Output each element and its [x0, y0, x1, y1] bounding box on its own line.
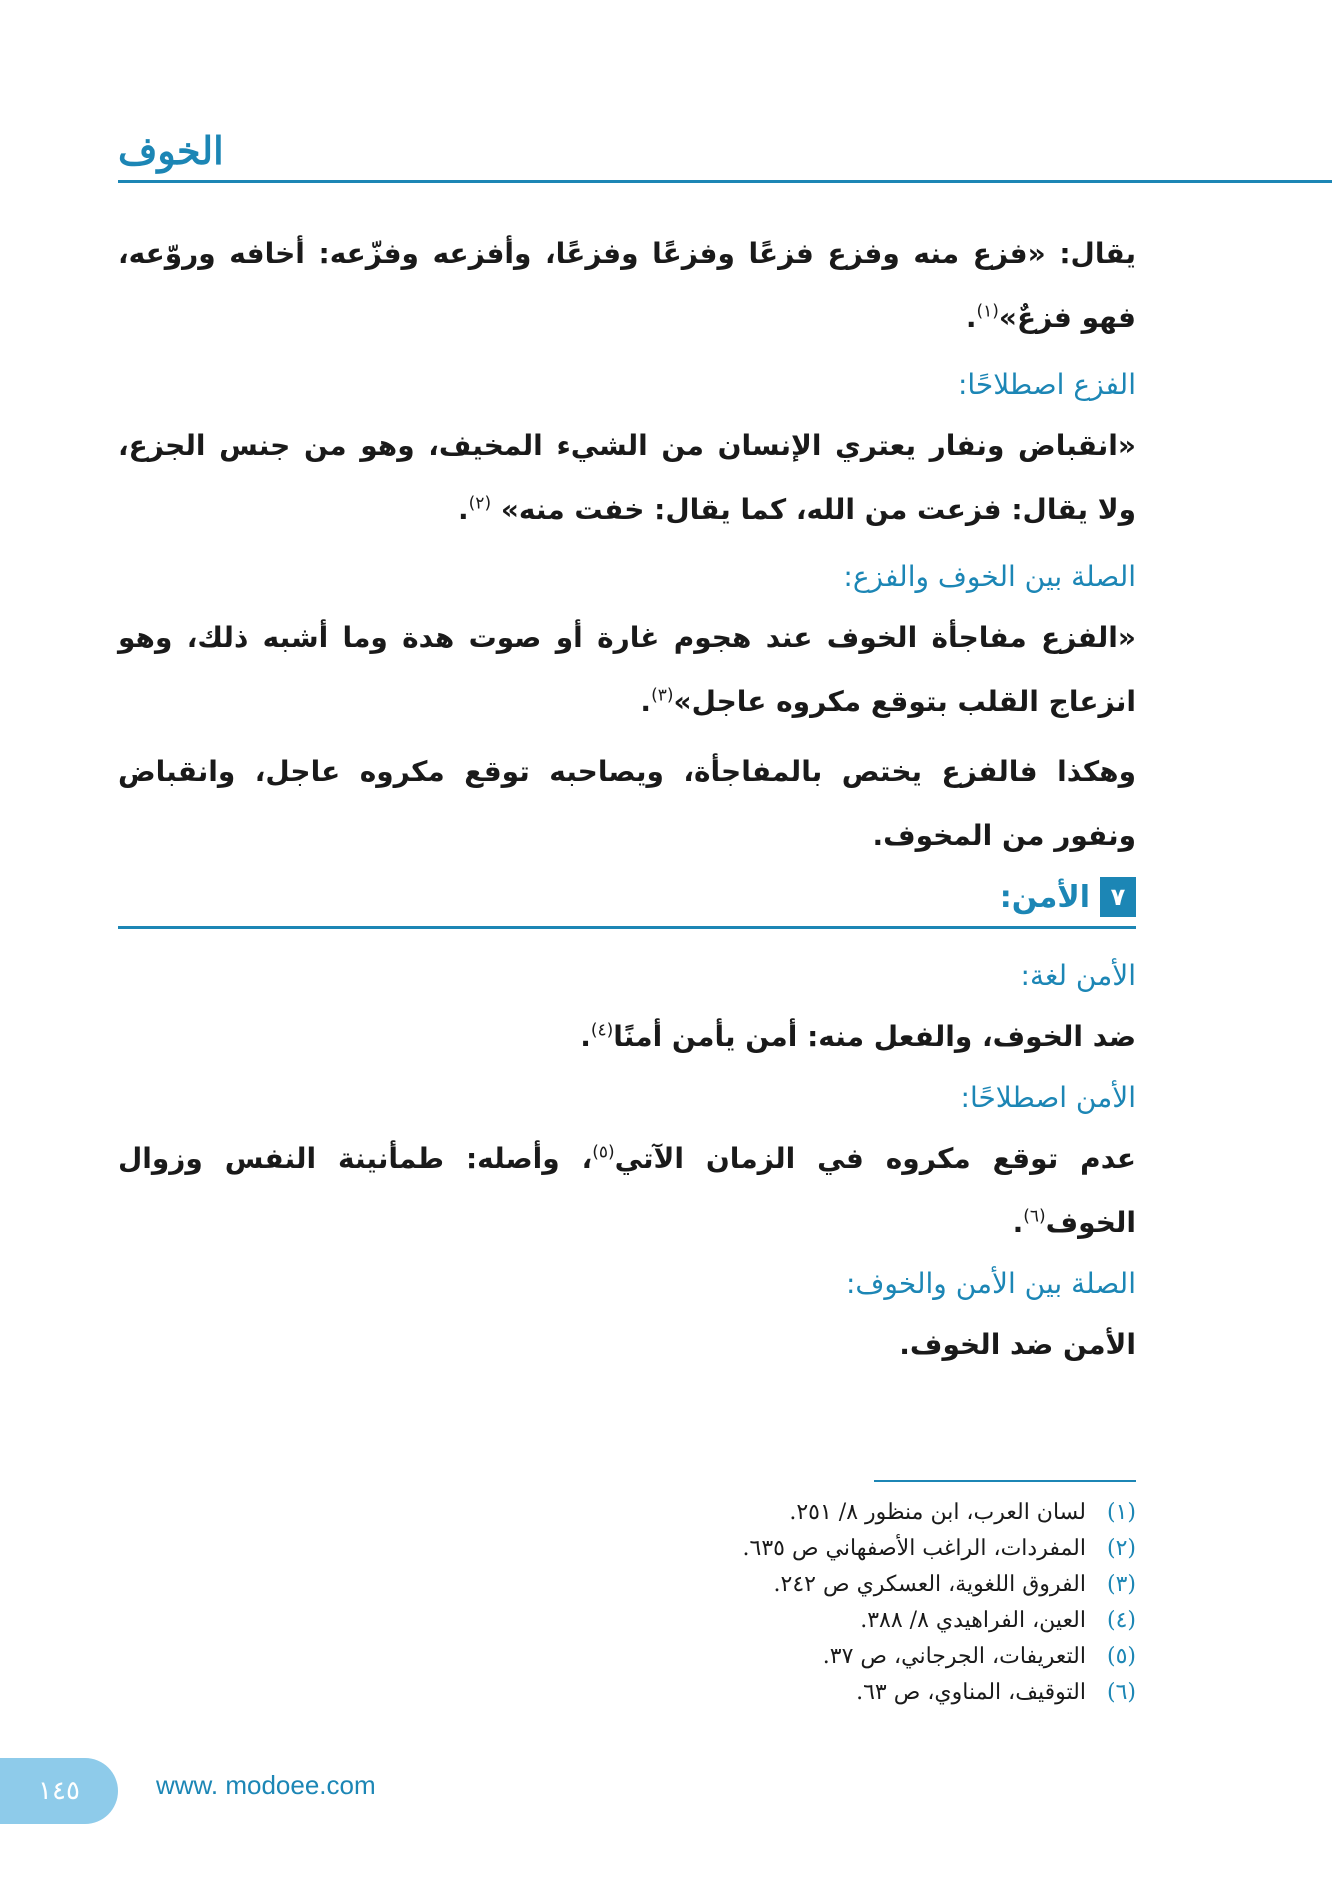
- page-number-tab: [0, 1758, 118, 1824]
- heading-amn-lexical: الأمن لغة:: [1020, 959, 1136, 992]
- paragraph-5: ضد الخوف، والفعل منه: أمن يأمن أمنًا$^{(٤)}$.: [580, 1020, 1136, 1053]
- header-divider: [118, 180, 1332, 183]
- heading-relation-amn-khawf: الصلة بين الأمن والخوف:: [845, 1267, 1136, 1300]
- main-content: [118, 222, 1136, 1377]
- footnote-item: (١) لسان العرب، ابن منظور ٨/ ٢٥١.: [789, 1500, 1136, 1525]
- footnote-ref-2[interactable]: (٢): [468, 493, 492, 514]
- section-divider: [118, 926, 1136, 929]
- footnotes-divider: [874, 1480, 1136, 1482]
- section-heading: [118, 874, 1136, 920]
- footnote-ref-3[interactable]: (٣): [651, 685, 674, 706]
- section-number-badge: ٧: [1100, 877, 1136, 917]
- footnote-item: (٣) الفروق اللغوية، العسكري ص ٢٤٢.: [773, 1572, 1136, 1597]
- page-number: ١٤٥: [38, 1776, 80, 1806]
- footnote-ref-6[interactable]: (٦): [1023, 1206, 1046, 1227]
- paragraph-2: «انقباض ونفار يعتري الإنسان من الشيء المخيف، وهو من جنس الجزع، ولا يقال: فزعت من الله، كما يقال: خفت منه» $^{(٢)}$.: [118, 429, 1136, 526]
- section-title: الأمن:: [999, 879, 1090, 915]
- heading-relation-khawf-faza: الصلة بين الخوف والفزع:: [843, 560, 1136, 593]
- paragraph-3: «الفزع مفاجأة الخوف عند هجوم غارة أو صوت هدة وما أشبه ذلك، وهو انزعاج القلب بتوقع مكروه عاجل»$^{(٣)}$.: [118, 621, 1136, 718]
- footnote-ref-5[interactable]: (٥): [592, 1142, 615, 1163]
- footnote-ref-1[interactable]: (١): [976, 301, 999, 322]
- paragraph-4: وهكذا فالفزع يختص بالمفاجأة، ويصاحبه توقع مكروه عاجل، وانقباض ونفور من المخوف.: [118, 755, 1136, 852]
- footnote-ref-4[interactable]: (٤): [590, 1020, 614, 1041]
- paragraph-7: الأمن ضد الخوف.: [899, 1328, 1136, 1361]
- footnote-item: (٤) العين، الفراهيدي ٨/ ٣٨٨.: [860, 1608, 1136, 1633]
- footnote-item: (٦) التوقيف، المناوي، ص ٦٣.: [856, 1680, 1136, 1705]
- footnote-item: (٥) التعريفات، الجرجاني، ص ٣٧.: [822, 1644, 1136, 1669]
- footnote-item: (٢) المفردات، الراغب الأصفهاني ص ٦٣٥.: [742, 1536, 1136, 1561]
- chapter-title: الخوف: [118, 128, 224, 173]
- heading-faza-term: الفزع اصطلاحًا:: [957, 368, 1136, 401]
- paragraph-1: يقال: «فزع منه وفزع فزعًا وفزعًا وفزعًا، وأفزعه وفزّعه: أخافه وروّعه، فهو فزعٌ»$^{(١)}$.: [118, 237, 1136, 334]
- heading-amn-term: الأمن اصطلاحًا:: [960, 1081, 1136, 1114]
- website-url[interactable]: www. modoee.com: [156, 1770, 376, 1800]
- paragraph-6: عدم توقع مكروه في الزمان الآتي$^{(٥)}$، وأصله: طمأنينة النفس وزوال الخوف$^{(٦)}$.: [118, 1142, 1136, 1239]
- footnotes-list: [600, 1495, 1136, 1711]
